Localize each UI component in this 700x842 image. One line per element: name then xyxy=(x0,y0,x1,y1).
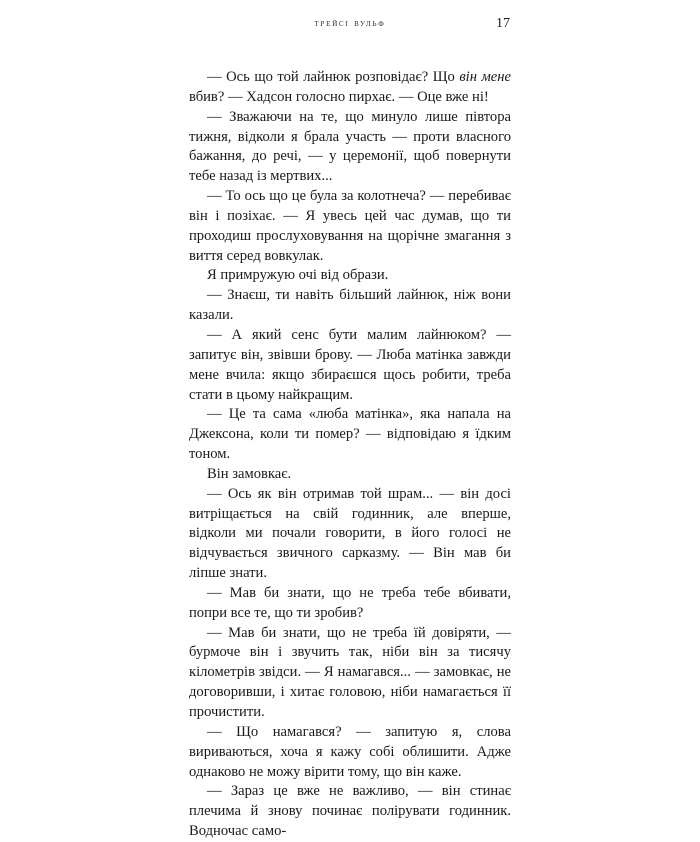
paragraph: — То ось що це була за колотнеча? — перебиває він і позіхає. — Я увесь цей час думав, що ти проходиш прослуховування на щорічне змагання з виття серед вовкулак. xyxy=(189,188,511,264)
paragraph: — Знаєш, ти навіть більший лайнюк, ніж вони казали. xyxy=(189,287,511,324)
paragraph-text: — Ось що той лайнюк розповідає? Що xyxy=(207,69,460,85)
paragraph: Я примружую очі від образи. xyxy=(207,267,389,284)
paragraph: — Зважаючи на те, що минуло лише півтора тижня, відколи я брала участь — проти власного бажання, до речі, — у церемонії, щоб повернути тебе назад із мертвих... xyxy=(189,108,511,185)
page-number: 17 xyxy=(496,16,510,31)
paragraph: Він замовкає. xyxy=(207,465,292,482)
paragraph: — А який сенс бути малим лайнюком? — запитує він, звівши брову. — Люба матінка завжди мене вчила: якщо збираєшся щось робити, треба стати в цьому найкращим. xyxy=(189,326,511,403)
paragraph: — Це та сама «люба матінка», яка напала на Джексона, коли ти помер? — відповідаю я їдким тоном. xyxy=(189,406,511,463)
emphasis-text: він мене xyxy=(459,69,511,85)
paragraph: — Зараз це вже не важливо, — він стинає плечима й знову починає полірувати годинник. Водночас само- xyxy=(189,783,511,840)
running-head-author: трейсі вульф xyxy=(314,18,386,29)
paragraph: — Ось як він отримав той шрам... — він досі витріщається на свій годинник, але вперше, відколи ми почали говорити, в його голосі не відчувається звичного сарказму. — Він мав би ліпше знати. xyxy=(189,485,511,582)
paragraph: — Мав би знати, що не треба їй довіряти, — бурмоче він і звучить так, ніби він за тисячу кілометрів звідси. — Я намагався... — замовкає, не договоривши, і хитає головою, ніби намагається її прочистити. xyxy=(189,624,511,720)
paragraph xyxy=(189,68,511,108)
paragraph-text: вбив? — Хадсон голосно пирхає. — Оце вже ні! xyxy=(189,88,489,105)
body-text xyxy=(189,68,511,842)
paragraph: — Що намагався? — запитую я, слова вириваються, хоча я кажу собі облишити. Адже однаково не можу вірити тому, що він каже. xyxy=(189,723,511,780)
paragraph: — Мав би знати, що не треба тебе вбивати, попри все те, що ти зробив? xyxy=(189,584,511,621)
